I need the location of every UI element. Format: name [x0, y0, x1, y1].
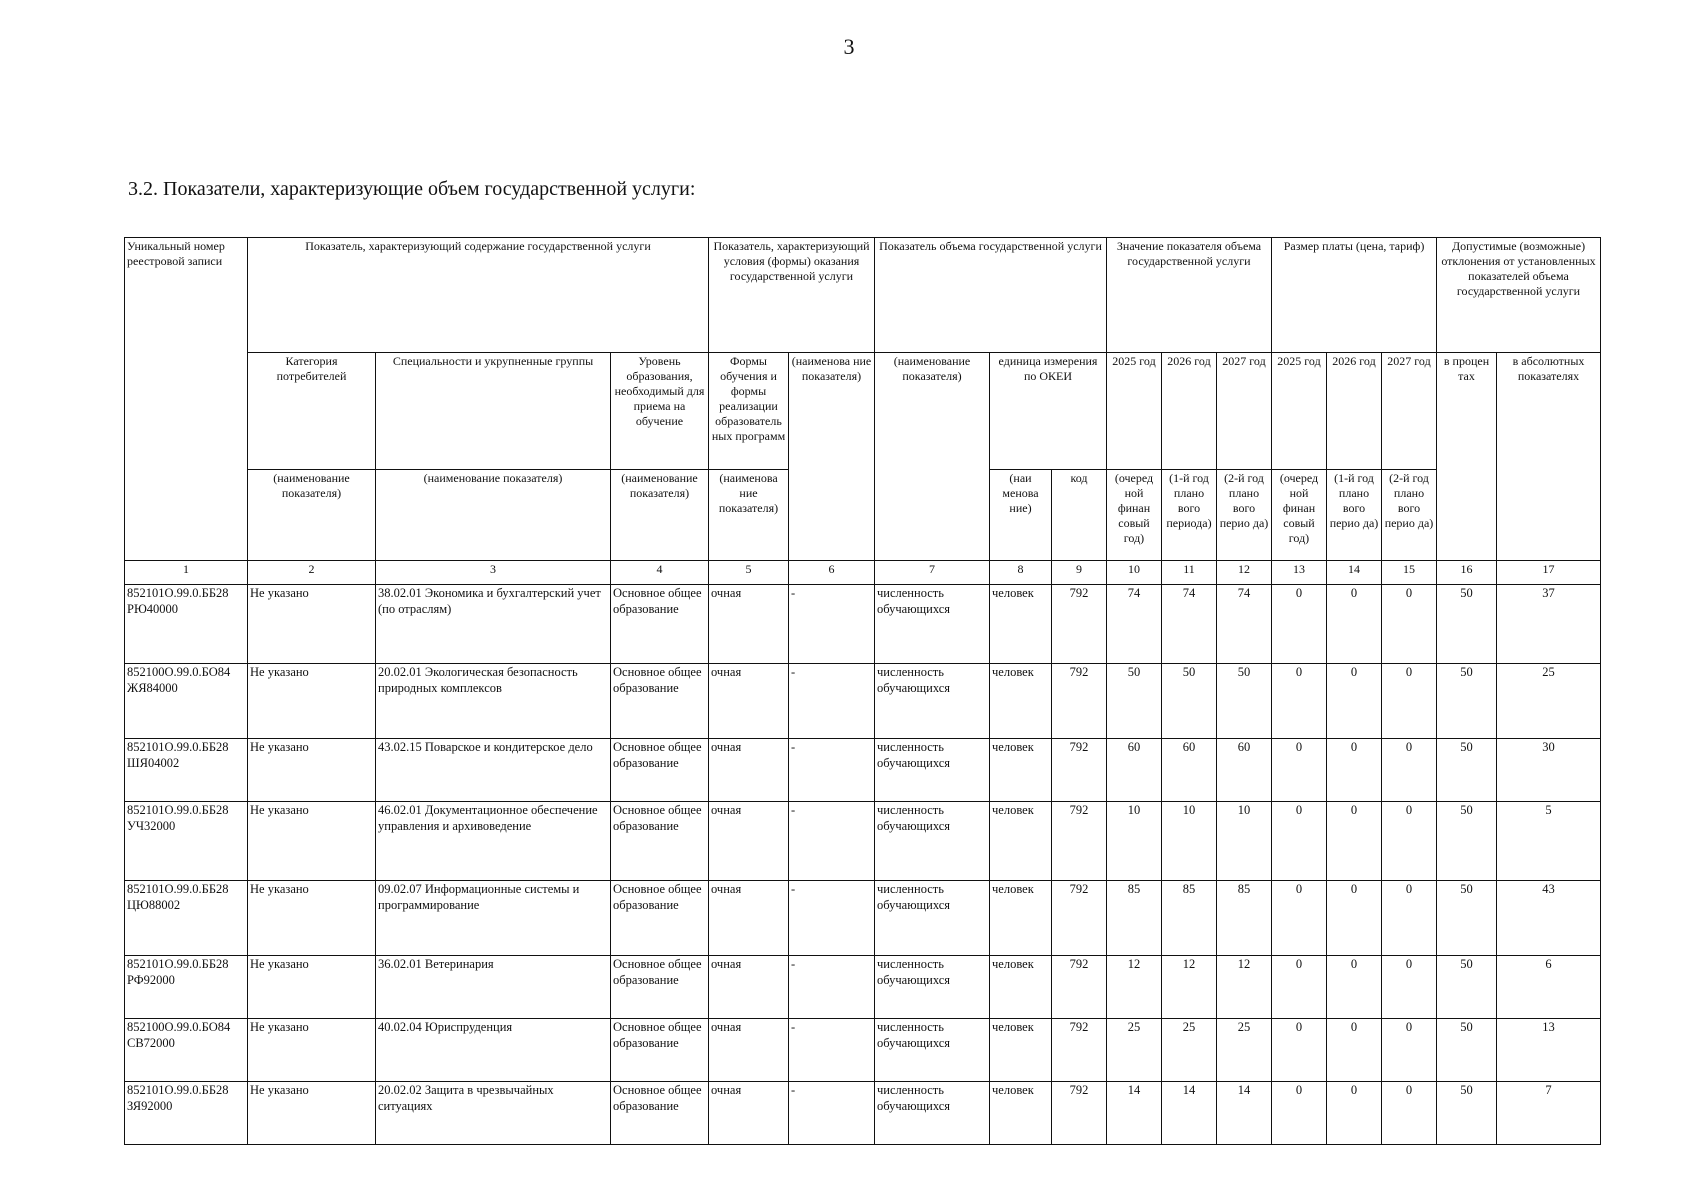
column-number: 6 — [789, 561, 875, 585]
cell-indicator-name: численность обучающихся — [875, 802, 990, 881]
cell-indicator-name: численность обучающихся — [875, 664, 990, 739]
cell-fee-2027: 0 — [1382, 1082, 1437, 1145]
cell-fee-2026: 0 — [1327, 1019, 1382, 1082]
header-fee-current-year: (очеред ной финан совый год) — [1272, 470, 1327, 561]
cell-okei-code: 792 — [1052, 1082, 1107, 1145]
header-unit-name: (наи менова ние) — [990, 470, 1052, 561]
cell-consumer-category: Не указано — [248, 881, 376, 956]
header-content-indicator: Показатель, характеризующий содержание государственной услуги — [248, 238, 709, 353]
cell-specialty: 20.02.01 Экологическая безопасность природных комплексов — [376, 664, 611, 739]
cell-deviation-absolute: 6 — [1497, 956, 1601, 1019]
header-unique-number: Уникальный номер реестровой записи — [125, 238, 248, 561]
cell-col6: - — [789, 585, 875, 664]
cell-value-2027: 60 — [1217, 739, 1272, 802]
page-number: 3 — [843, 34, 855, 59]
cell-indicator-name: численность обучающихся — [875, 1019, 990, 1082]
header-unit-okei: единица измерения по ОКЕИ — [990, 353, 1107, 470]
cell-education-level: Основное общее образование — [611, 1019, 709, 1082]
cell-okei-code: 792 — [1052, 802, 1107, 881]
header-value-2026: 2026 год — [1162, 353, 1217, 470]
cell-specialty: 46.02.01 Документационное обеспечение управления и архивоведение — [376, 802, 611, 881]
cell-value-2027: 12 — [1217, 956, 1272, 1019]
header-value-2027: 2027 год — [1217, 353, 1272, 470]
column-numbers-row — [125, 561, 1601, 585]
cell-fee-2025: 0 — [1272, 1019, 1327, 1082]
cell-deviation-absolute: 25 — [1497, 664, 1601, 739]
cell-indicator-name: численность обучающихся — [875, 881, 990, 956]
cell-consumer-category: Не указано — [248, 1082, 376, 1145]
cell-fee-2026: 0 — [1327, 739, 1382, 802]
cell-deviation-percent: 50 — [1437, 585, 1497, 664]
cell-education-level: Основное общее образование — [611, 956, 709, 1019]
cell-indicator-name: численность обучающихся — [875, 739, 990, 802]
cell-registry-code: 852101О.99.0.ББ28 УЧ32000 — [125, 802, 248, 881]
cell-specialty: 36.02.01 Ветеринария — [376, 956, 611, 1019]
header-plan-year-2: (2-й год плано вого перио да) — [1217, 470, 1272, 561]
column-number: 14 — [1327, 561, 1382, 585]
column-number: 10 — [1107, 561, 1162, 585]
cell-deviation-percent: 50 — [1437, 1019, 1497, 1082]
header-specialties-sub: (наименование показателя) — [376, 470, 611, 561]
cell-value-2025: 10 — [1107, 802, 1162, 881]
cell-unit-name: человек — [990, 585, 1052, 664]
cell-value-2027: 14 — [1217, 1082, 1272, 1145]
column-number: 1 — [125, 561, 248, 585]
cell-unit-name: человек — [990, 1019, 1052, 1082]
cell-registry-code: 852101О.99.0.ББ28 ЦЮ88002 — [125, 881, 248, 956]
header-plan-year-1: (1-й год плано вого периода) — [1162, 470, 1217, 561]
cell-col6: - — [789, 802, 875, 881]
cell-deviation-absolute: 5 — [1497, 802, 1601, 881]
cell-fee-2027: 0 — [1382, 664, 1437, 739]
header-fee-2025: 2025 год — [1272, 353, 1327, 470]
column-number: 2 — [248, 561, 376, 585]
cell-col6: - — [789, 1082, 875, 1145]
cell-value-2026: 14 — [1162, 1082, 1217, 1145]
cell-value-2026: 25 — [1162, 1019, 1217, 1082]
header-in-absolute: в абсолютных показателях — [1497, 353, 1601, 561]
volume-indicators-table — [124, 237, 1601, 1145]
column-number: 4 — [611, 561, 709, 585]
header-volume-value: Значение показателя объема государственной услуги — [1107, 238, 1272, 353]
header-value-2025: 2025 год — [1107, 353, 1162, 470]
cell-unit-name: человек — [990, 1082, 1052, 1145]
cell-registry-code: 852100О.99.0.БО84 СВ72000 — [125, 1019, 248, 1082]
cell-value-2027: 25 — [1217, 1019, 1272, 1082]
cell-study-form: очная — [709, 664, 789, 739]
cell-deviation-percent: 50 — [1437, 881, 1497, 956]
cell-unit-name: человек — [990, 739, 1052, 802]
cell-fee-2026: 0 — [1327, 802, 1382, 881]
cell-okei-code: 792 — [1052, 1019, 1107, 1082]
cell-deviation-percent: 50 — [1437, 956, 1497, 1019]
cell-deviation-absolute: 13 — [1497, 1019, 1601, 1082]
cell-fee-2027: 0 — [1382, 956, 1437, 1019]
header-education-level-sub: (наименование показателя) — [611, 470, 709, 561]
cell-fee-2025: 0 — [1272, 664, 1327, 739]
cell-fee-2025: 0 — [1272, 1082, 1327, 1145]
cell-fee-2027: 0 — [1382, 802, 1437, 881]
cell-fee-2025: 0 — [1272, 956, 1327, 1019]
header-volume-indicator: Показатель объема государственной услуги — [875, 238, 1107, 353]
table-row — [125, 881, 1601, 956]
cell-deviation-percent: 50 — [1437, 1082, 1497, 1145]
header-specialties: Специальности и укрупненные группы — [376, 353, 611, 470]
cell-value-2026: 74 — [1162, 585, 1217, 664]
cell-value-2027: 50 — [1217, 664, 1272, 739]
cell-registry-code: 852101О.99.0.ББ28 РЮ40000 — [125, 585, 248, 664]
cell-consumer-category: Не указано — [248, 739, 376, 802]
cell-consumer-category: Не указано — [248, 956, 376, 1019]
table-row — [125, 1019, 1601, 1082]
cell-okei-code: 792 — [1052, 664, 1107, 739]
header-education-level: Уровень образования, необходимый для приема на обучение — [611, 353, 709, 470]
cell-value-2026: 50 — [1162, 664, 1217, 739]
cell-education-level: Основное общее образование — [611, 802, 709, 881]
cell-value-2026: 10 — [1162, 802, 1217, 881]
header-forms: Формы обучения и формы реализации образователь ных программ — [709, 353, 789, 470]
cell-deviation-percent: 50 — [1437, 739, 1497, 802]
cell-unit-name: человек — [990, 802, 1052, 881]
table-row — [125, 802, 1601, 881]
cell-value-2027: 85 — [1217, 881, 1272, 956]
cell-specialty: 43.02.15 Поварское и кондитерское дело — [376, 739, 611, 802]
cell-fee-2027: 0 — [1382, 585, 1437, 664]
cell-indicator-name: численность обучающихся — [875, 956, 990, 1019]
cell-fee-2026: 0 — [1327, 664, 1382, 739]
cell-col6: - — [789, 739, 875, 802]
table-row — [125, 1082, 1601, 1145]
column-number: 7 — [875, 561, 990, 585]
cell-value-2025: 25 — [1107, 1019, 1162, 1082]
cell-fee-2025: 0 — [1272, 881, 1327, 956]
cell-fee-2026: 0 — [1327, 585, 1382, 664]
cell-deviation-absolute: 43 — [1497, 881, 1601, 956]
cell-okei-code: 792 — [1052, 956, 1107, 1019]
cell-value-2025: 50 — [1107, 664, 1162, 739]
header-fee: Размер платы (цена, тариф) — [1272, 238, 1437, 353]
cell-okei-code: 792 — [1052, 585, 1107, 664]
cell-registry-code: 852101О.99.0.ББ28 ЗЯ92000 — [125, 1082, 248, 1145]
header-consumer-category: Категория потребителей — [248, 353, 376, 470]
cell-col6: - — [789, 664, 875, 739]
cell-value-2027: 10 — [1217, 802, 1272, 881]
cell-deviation-percent: 50 — [1437, 802, 1497, 881]
header-col6-indicator-name: (наименова ние показателя) — [789, 353, 875, 561]
header-unit-code: код — [1052, 470, 1107, 561]
cell-col6: - — [789, 956, 875, 1019]
cell-study-form: очная — [709, 802, 789, 881]
column-number: 8 — [990, 561, 1052, 585]
column-number: 3 — [376, 561, 611, 585]
table-row — [125, 956, 1601, 1019]
cell-fee-2026: 0 — [1327, 1082, 1382, 1145]
cell-education-level: Основное общее образование — [611, 881, 709, 956]
header-in-percent: в процен тах — [1437, 353, 1497, 561]
column-number: 15 — [1382, 561, 1437, 585]
cell-unit-name: человек — [990, 881, 1052, 956]
cell-registry-code: 852101О.99.0.ББ28 РФ92000 — [125, 956, 248, 1019]
cell-okei-code: 792 — [1052, 881, 1107, 956]
header-fee-2026: 2026 год — [1327, 353, 1382, 470]
cell-value-2025: 74 — [1107, 585, 1162, 664]
cell-education-level: Основное общее образование — [611, 585, 709, 664]
cell-value-2025: 14 — [1107, 1082, 1162, 1145]
cell-fee-2025: 0 — [1272, 585, 1327, 664]
header-row-main — [125, 238, 1601, 353]
cell-value-2025: 12 — [1107, 956, 1162, 1019]
cell-specialty: 40.02.04 Юриспруденция — [376, 1019, 611, 1082]
header-forms-sub: (наименова ние показателя) — [709, 470, 789, 561]
table-row — [125, 739, 1601, 802]
cell-study-form: очная — [709, 585, 789, 664]
header-row-sub — [125, 353, 1601, 470]
cell-value-2026: 85 — [1162, 881, 1217, 956]
cell-okei-code: 792 — [1052, 739, 1107, 802]
cell-education-level: Основное общее образование — [611, 1082, 709, 1145]
cell-col6: - — [789, 1019, 875, 1082]
cell-indicator-name: численность обучающихся — [875, 585, 990, 664]
cell-specialty: 20.02.02 Защита в чрезвычайных ситуациях — [376, 1082, 611, 1145]
cell-study-form: очная — [709, 956, 789, 1019]
table-row — [125, 664, 1601, 739]
cell-study-form: очная — [709, 1082, 789, 1145]
header-consumer-category-sub: (наименование показателя) — [248, 470, 376, 561]
header-col7-indicator-name: (наименование показателя) — [875, 353, 990, 561]
column-number: 13 — [1272, 561, 1327, 585]
cell-specialty: 38.02.01 Экономика и бухгалтерский учет (по отраслям) — [376, 585, 611, 664]
column-number: 12 — [1217, 561, 1272, 585]
cell-deviation-percent: 50 — [1437, 664, 1497, 739]
cell-education-level: Основное общее образование — [611, 739, 709, 802]
cell-deviation-absolute: 37 — [1497, 585, 1601, 664]
header-fee-plan-year-2: (2-й год плано вого перио да) — [1382, 470, 1437, 561]
section-title: 3.2. Показатели, характеризующие объем государственной услуги: — [128, 178, 696, 200]
cell-consumer-category: Не указано — [248, 1019, 376, 1082]
cell-value-2026: 12 — [1162, 956, 1217, 1019]
cell-study-form: очная — [709, 1019, 789, 1082]
cell-value-2025: 85 — [1107, 881, 1162, 956]
cell-consumer-category: Не указано — [248, 585, 376, 664]
cell-consumer-category: Не указано — [248, 802, 376, 881]
cell-indicator-name: численность обучающихся — [875, 1082, 990, 1145]
cell-registry-code: 852100О.99.0.БО84 ЖЯ84000 — [125, 664, 248, 739]
cell-col6: - — [789, 881, 875, 956]
cell-fee-2025: 0 — [1272, 739, 1327, 802]
column-number: 9 — [1052, 561, 1107, 585]
cell-specialty: 09.02.07 Информационные системы и программирование — [376, 881, 611, 956]
cell-value-2027: 74 — [1217, 585, 1272, 664]
cell-study-form: очная — [709, 739, 789, 802]
cell-deviation-absolute: 7 — [1497, 1082, 1601, 1145]
header-current-year: (очеред ной финан совый год) — [1107, 470, 1162, 561]
column-number: 5 — [709, 561, 789, 585]
cell-fee-2025: 0 — [1272, 802, 1327, 881]
cell-fee-2026: 0 — [1327, 881, 1382, 956]
cell-consumer-category: Не указано — [248, 664, 376, 739]
column-number: 11 — [1162, 561, 1217, 585]
header-fee-plan-year-1: (1-й год плано вого перио да) — [1327, 470, 1382, 561]
cell-registry-code: 852101О.99.0.ББ28 ШЯ04002 — [125, 739, 248, 802]
header-conditions-indicator: Показатель, характеризующий условия (формы) оказания государственной услуги — [709, 238, 875, 353]
header-deviations: Допустимые (возможные) отклонения от установленных показателей объема государственной услуги — [1437, 238, 1601, 353]
cell-deviation-absolute: 30 — [1497, 739, 1601, 802]
cell-unit-name: человек — [990, 664, 1052, 739]
cell-value-2026: 60 — [1162, 739, 1217, 802]
column-number: 16 — [1437, 561, 1497, 585]
cell-fee-2027: 0 — [1382, 881, 1437, 956]
table-row — [125, 585, 1601, 664]
column-number: 17 — [1497, 561, 1601, 585]
cell-fee-2026: 0 — [1327, 956, 1382, 1019]
cell-education-level: Основное общее образование — [611, 664, 709, 739]
header-fee-2027: 2027 год — [1382, 353, 1437, 470]
cell-value-2025: 60 — [1107, 739, 1162, 802]
cell-study-form: очная — [709, 881, 789, 956]
cell-unit-name: человек — [990, 956, 1052, 1019]
cell-fee-2027: 0 — [1382, 739, 1437, 802]
cell-fee-2027: 0 — [1382, 1019, 1437, 1082]
